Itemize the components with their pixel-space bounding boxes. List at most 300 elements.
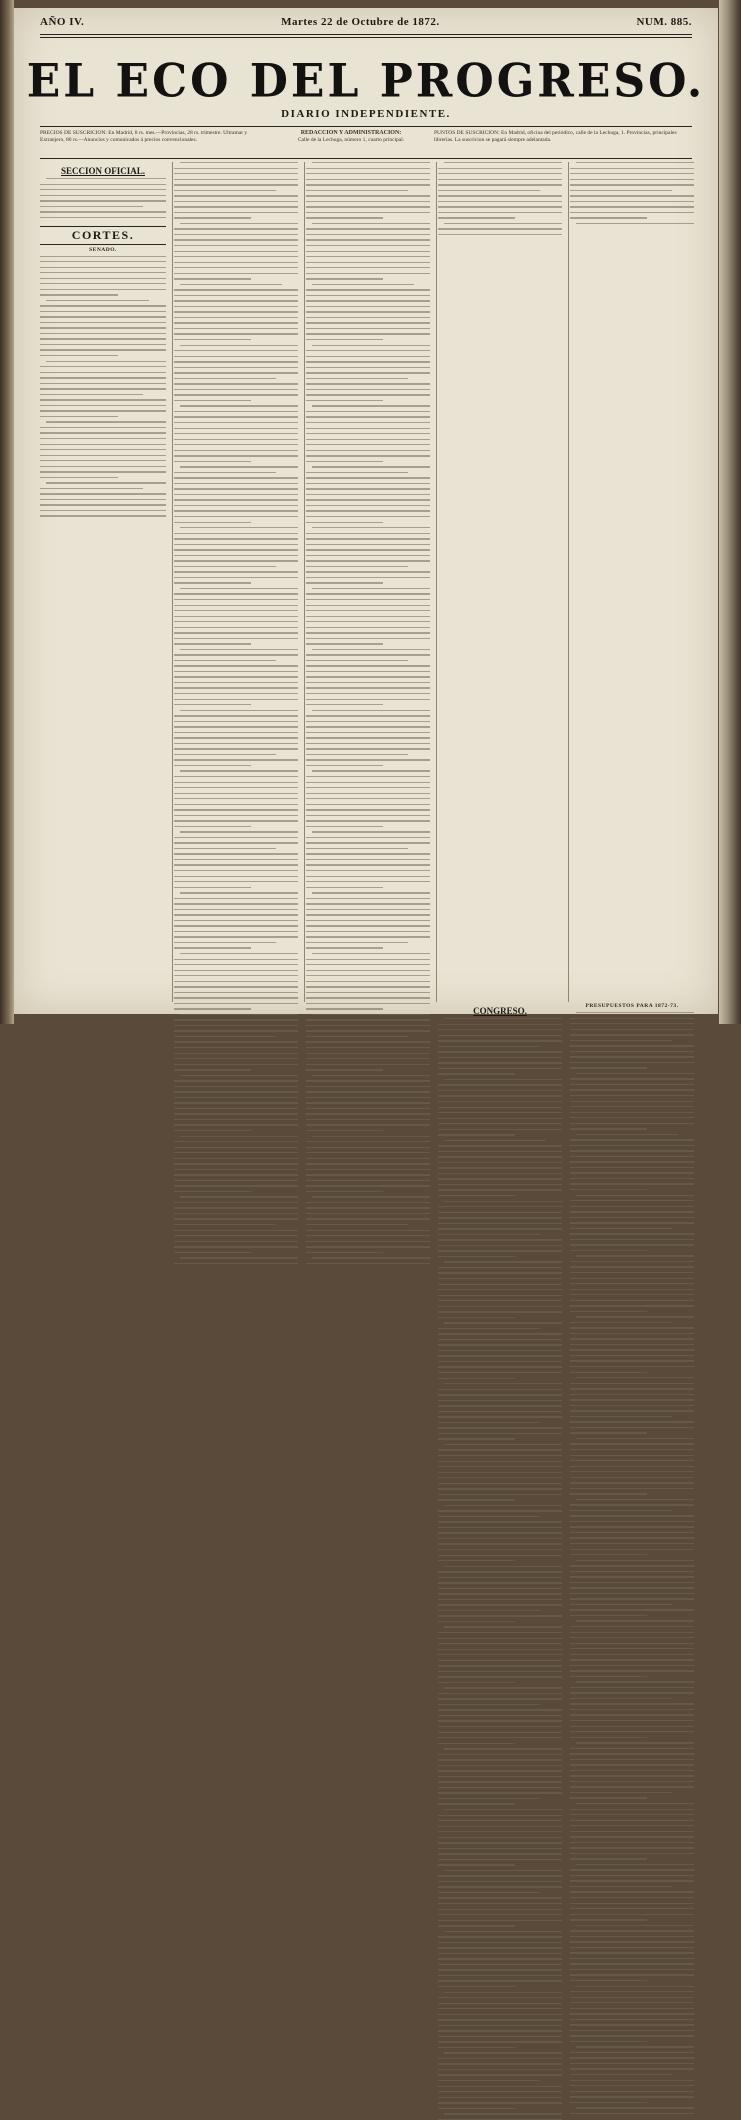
text-line xyxy=(438,1466,562,1467)
text-line xyxy=(570,1145,694,1146)
text-line xyxy=(570,1172,694,1173)
section-congreso-title: CONGRESO. xyxy=(473,1006,527,1016)
text-line xyxy=(306,848,408,849)
text-line xyxy=(174,920,298,921)
text-line xyxy=(306,914,430,915)
text-line xyxy=(438,1803,515,1804)
text-line xyxy=(570,1858,647,1859)
text-line xyxy=(570,1997,694,1998)
text-line xyxy=(306,947,383,948)
text-line xyxy=(570,1930,694,1931)
text-line xyxy=(438,2036,562,2037)
text-line xyxy=(570,1101,694,1102)
text-line xyxy=(174,997,298,998)
text-line xyxy=(576,1742,694,1743)
text-line xyxy=(306,605,430,606)
text-line xyxy=(438,1134,515,1135)
text-line xyxy=(570,1078,694,1079)
text-line xyxy=(570,1991,694,1992)
text-line xyxy=(570,206,694,207)
text-line xyxy=(174,505,298,506)
text-line xyxy=(438,1538,562,1539)
text-line xyxy=(306,942,408,943)
text-line xyxy=(438,1306,562,1307)
text-line xyxy=(438,173,562,174)
text-line xyxy=(306,842,430,843)
text-line xyxy=(570,1449,694,1450)
text-line xyxy=(570,1239,694,1240)
text-line xyxy=(570,1692,694,1693)
text-line xyxy=(306,1041,430,1042)
text-line xyxy=(180,953,298,954)
text-line xyxy=(576,1012,694,1013)
text-line xyxy=(306,627,430,628)
text-line xyxy=(306,444,430,445)
text-line xyxy=(174,1185,298,1186)
text-line xyxy=(570,1886,672,1887)
text-line xyxy=(438,1704,540,1705)
text-line xyxy=(174,621,298,622)
text-line xyxy=(438,1571,562,1572)
text-line xyxy=(306,1097,430,1098)
text-line xyxy=(40,432,166,433)
text-line xyxy=(570,1598,694,1599)
text-line xyxy=(438,1162,562,1163)
text-line xyxy=(570,1797,647,1798)
text-line xyxy=(180,223,298,224)
text-line xyxy=(570,2068,694,2069)
text-line xyxy=(174,699,298,700)
text-line xyxy=(570,1853,694,1854)
text-line xyxy=(306,217,383,218)
text-line xyxy=(306,715,430,716)
text-line xyxy=(174,538,298,539)
text-line xyxy=(174,394,298,395)
text-line xyxy=(438,2086,562,2087)
text-line xyxy=(570,1161,694,1162)
scan-edge-right xyxy=(719,0,741,1024)
text-line xyxy=(570,1289,694,1290)
text-line xyxy=(570,1477,694,1478)
text-line xyxy=(438,1040,562,1041)
text-line xyxy=(40,515,166,516)
text-line xyxy=(174,433,298,434)
text-line xyxy=(174,212,298,213)
text-line xyxy=(570,1349,694,1350)
text-line xyxy=(306,416,430,417)
text-line xyxy=(438,217,515,218)
text-line xyxy=(438,1781,562,1782)
text-line xyxy=(174,599,298,600)
text-line xyxy=(438,1051,562,1052)
text-line xyxy=(174,411,298,412)
text-line xyxy=(306,577,430,578)
text-line xyxy=(438,1726,562,1727)
text-line xyxy=(444,1505,562,1506)
text-line xyxy=(306,295,430,296)
text-line xyxy=(570,1123,694,1124)
text-line xyxy=(174,251,298,252)
text-line xyxy=(438,1964,562,1965)
text-line xyxy=(570,1383,694,1384)
text-line xyxy=(570,1947,694,1948)
text-line xyxy=(40,377,166,378)
text-line xyxy=(438,2069,562,2070)
text-line xyxy=(570,1842,694,1843)
text-line xyxy=(576,1620,694,1621)
text-line xyxy=(40,510,166,511)
text-line xyxy=(40,383,166,384)
text-line xyxy=(306,665,430,666)
text-line xyxy=(174,1003,298,1004)
text-line xyxy=(306,483,430,484)
text-line xyxy=(174,1246,298,1247)
text-line xyxy=(174,201,298,202)
text-line xyxy=(174,1169,298,1170)
text-line xyxy=(438,1842,562,1843)
text-line xyxy=(438,1577,562,1578)
text-line xyxy=(570,1139,694,1140)
text-line xyxy=(174,605,298,606)
text-line xyxy=(174,942,276,943)
text-line xyxy=(438,1693,562,1694)
text-line xyxy=(570,1366,694,1367)
text-line xyxy=(40,189,166,190)
text-line xyxy=(174,970,298,971)
text-line xyxy=(438,1278,562,1279)
text-line xyxy=(570,1283,694,1284)
text-line xyxy=(174,643,251,644)
text-line xyxy=(180,162,298,163)
text-line xyxy=(438,1897,562,1898)
text-line xyxy=(312,710,430,711)
text-line xyxy=(570,1726,694,1727)
text-line xyxy=(570,1637,694,1638)
text-line xyxy=(174,1224,276,1225)
text-line xyxy=(570,1034,694,1035)
text-line xyxy=(438,1743,515,1744)
text-line xyxy=(438,1986,515,1987)
text-line xyxy=(174,870,298,871)
text-line xyxy=(570,201,694,202)
text-line xyxy=(174,986,298,987)
text-line xyxy=(40,311,166,312)
text-line xyxy=(570,1421,694,1422)
text-line xyxy=(306,1252,383,1253)
text-line xyxy=(174,510,298,511)
text-line xyxy=(306,1207,430,1208)
text-line xyxy=(438,1223,562,1224)
text-line xyxy=(570,1714,694,1715)
text-line xyxy=(576,1560,694,1561)
text-line xyxy=(306,776,430,777)
text-line xyxy=(40,499,166,500)
text-line xyxy=(174,1069,251,1070)
text-line xyxy=(570,1233,694,1234)
text-line xyxy=(306,1191,383,1192)
text-line xyxy=(306,1086,430,1087)
text-line xyxy=(438,1090,562,1091)
text-line xyxy=(46,300,149,301)
text-line xyxy=(174,311,298,312)
text-line xyxy=(312,345,430,346)
text-line xyxy=(174,245,298,246)
text-line xyxy=(438,1217,562,1218)
text-line xyxy=(174,726,298,727)
text-line xyxy=(570,1211,694,1212)
text-line xyxy=(570,1632,694,1633)
text-line xyxy=(40,305,166,306)
text-lines xyxy=(174,162,298,1002)
text-line xyxy=(438,2030,562,2031)
text-line xyxy=(174,748,298,749)
text-line xyxy=(306,533,430,534)
text-line xyxy=(174,1130,251,1131)
text-line xyxy=(174,693,298,694)
text-line xyxy=(438,1355,562,1356)
text-line xyxy=(306,1119,430,1120)
text-line xyxy=(438,1886,562,1887)
text-line xyxy=(306,837,430,838)
text-line xyxy=(570,1532,694,1533)
text-line xyxy=(438,2063,562,2064)
text-line xyxy=(438,1643,562,1644)
text-lines xyxy=(438,162,562,1002)
text-line xyxy=(438,1516,540,1517)
text-line xyxy=(438,1212,562,1213)
text-line xyxy=(570,1670,694,1671)
text-line xyxy=(306,970,430,971)
text-line xyxy=(570,1294,694,1295)
text-line xyxy=(174,1008,251,1009)
column-5 xyxy=(570,162,694,1009)
text-line xyxy=(438,1234,540,1235)
text-line xyxy=(174,422,298,423)
text-line xyxy=(570,2080,694,2081)
text-line xyxy=(174,322,298,323)
text-line xyxy=(306,571,430,572)
text-line xyxy=(438,1057,562,1058)
text-line xyxy=(174,444,298,445)
text-line xyxy=(306,726,430,727)
text-line xyxy=(570,1709,694,1710)
text-line xyxy=(174,389,298,390)
text-line xyxy=(174,593,298,594)
text-line xyxy=(438,1997,562,1998)
text-line xyxy=(570,1980,647,1981)
text-line xyxy=(306,1058,430,1059)
text-line xyxy=(444,1626,562,1627)
text-line xyxy=(570,2057,694,2058)
text-line xyxy=(306,300,430,301)
text-line xyxy=(438,1621,515,1622)
text-line xyxy=(174,295,298,296)
text-line xyxy=(306,522,383,523)
text-line xyxy=(174,616,298,617)
text-line xyxy=(306,400,383,401)
text-line xyxy=(306,201,430,202)
text-line xyxy=(570,1786,694,1787)
text-line xyxy=(576,1134,678,1135)
text-line xyxy=(306,981,430,982)
text-line xyxy=(570,1471,694,1472)
text-line xyxy=(570,1117,694,1118)
text-line xyxy=(180,1196,298,1197)
text-line xyxy=(438,2080,540,2081)
text-lines xyxy=(40,178,166,1018)
text-line xyxy=(306,1174,430,1175)
text-line xyxy=(570,1626,694,1627)
text-line xyxy=(444,1931,562,1932)
text-line xyxy=(306,1003,430,1004)
text-line xyxy=(306,1152,430,1153)
header-rule xyxy=(40,34,692,35)
text-line xyxy=(174,776,298,777)
text-line xyxy=(570,1897,694,1898)
text-line xyxy=(576,1681,694,1682)
text-line xyxy=(576,1864,694,1865)
text-line xyxy=(174,715,298,716)
text-line xyxy=(570,1836,694,1837)
text-line xyxy=(174,168,298,169)
text-line xyxy=(306,566,408,567)
text-line xyxy=(570,1305,694,1306)
text-line xyxy=(174,234,298,235)
text-line xyxy=(306,909,430,910)
text-line xyxy=(444,1018,562,1019)
text-line xyxy=(40,444,166,445)
text-line xyxy=(174,809,298,810)
text-line xyxy=(180,527,298,528)
text-line xyxy=(174,262,298,263)
text-line xyxy=(570,1737,647,1738)
text-line xyxy=(306,654,430,655)
text-line xyxy=(570,1880,694,1881)
text-line xyxy=(570,1360,694,1361)
text-line xyxy=(306,1213,430,1214)
text-line xyxy=(438,1107,562,1108)
text-line xyxy=(306,477,430,478)
text-line xyxy=(438,1499,515,1500)
text-line xyxy=(306,643,383,644)
text-line xyxy=(306,273,430,274)
text-line xyxy=(40,427,166,428)
text-line xyxy=(438,1660,562,1661)
text-line xyxy=(570,1952,694,1953)
text-line xyxy=(570,1244,694,1245)
text-line xyxy=(306,262,430,263)
text-line xyxy=(438,1864,515,1865)
text-line xyxy=(174,1108,298,1109)
text-line xyxy=(576,1925,694,1926)
text-line xyxy=(438,1101,562,1102)
text-line xyxy=(444,1870,562,1871)
text-line xyxy=(40,206,143,207)
text-line xyxy=(570,1576,694,1577)
text-line xyxy=(174,804,298,805)
text-line xyxy=(174,555,298,556)
text-line xyxy=(438,1593,562,1594)
text-line xyxy=(306,234,430,235)
text-line xyxy=(306,228,430,229)
text-line xyxy=(174,494,298,495)
text-line xyxy=(444,1079,562,1080)
text-line xyxy=(306,278,383,279)
text-line xyxy=(438,1250,562,1251)
text-line xyxy=(174,1025,298,1026)
text-line xyxy=(312,1075,430,1076)
text-line xyxy=(40,344,166,345)
text-line xyxy=(312,953,430,954)
text-line xyxy=(570,2030,694,2031)
text-line xyxy=(570,1875,694,1876)
text-line xyxy=(570,1891,694,1892)
text-line xyxy=(570,2035,694,2036)
text-line xyxy=(40,349,166,350)
text-line xyxy=(438,1560,515,1561)
text-line xyxy=(174,472,276,473)
text-line xyxy=(174,239,298,240)
text-line xyxy=(438,1759,562,1760)
text-line xyxy=(570,1936,694,1937)
text-line xyxy=(570,1394,694,1395)
text-line xyxy=(438,2047,515,2048)
text-line xyxy=(40,322,166,323)
text-line xyxy=(306,251,430,252)
text-line xyxy=(174,638,298,639)
text-line xyxy=(576,1316,694,1317)
text-line xyxy=(174,682,298,683)
text-line xyxy=(174,455,298,456)
text-line xyxy=(306,1169,430,1170)
text-line xyxy=(306,256,430,257)
text-line xyxy=(306,289,430,290)
text-line xyxy=(174,560,298,561)
text-line xyxy=(306,798,430,799)
text-line xyxy=(174,671,298,672)
text-line xyxy=(174,516,298,517)
text-line xyxy=(570,1720,694,1721)
text-line xyxy=(174,732,298,733)
text-line xyxy=(40,195,166,196)
text-line xyxy=(438,1720,562,1721)
text-line xyxy=(570,1300,694,1301)
text-line xyxy=(174,1036,276,1037)
text-line xyxy=(40,388,166,389)
text-line xyxy=(174,544,298,545)
text-line xyxy=(570,1615,647,1616)
text-line xyxy=(174,887,251,888)
text-line xyxy=(438,1604,562,1605)
text-line xyxy=(174,881,298,882)
text-line xyxy=(438,1820,562,1821)
text-line xyxy=(438,1770,562,1771)
text-line xyxy=(438,1461,562,1462)
text-line xyxy=(306,687,430,688)
text-line xyxy=(438,1361,562,1362)
column-3 xyxy=(306,162,430,1002)
text-line xyxy=(570,1974,694,1975)
text-line xyxy=(306,1185,430,1186)
text-line xyxy=(438,1084,562,1085)
text-line xyxy=(174,1119,298,1120)
text-line xyxy=(438,1073,515,1074)
text-line xyxy=(438,1438,515,1439)
text-line xyxy=(570,1405,694,1406)
text-line xyxy=(438,1433,562,1434)
text-line xyxy=(570,1217,694,1218)
text-line xyxy=(306,699,430,700)
